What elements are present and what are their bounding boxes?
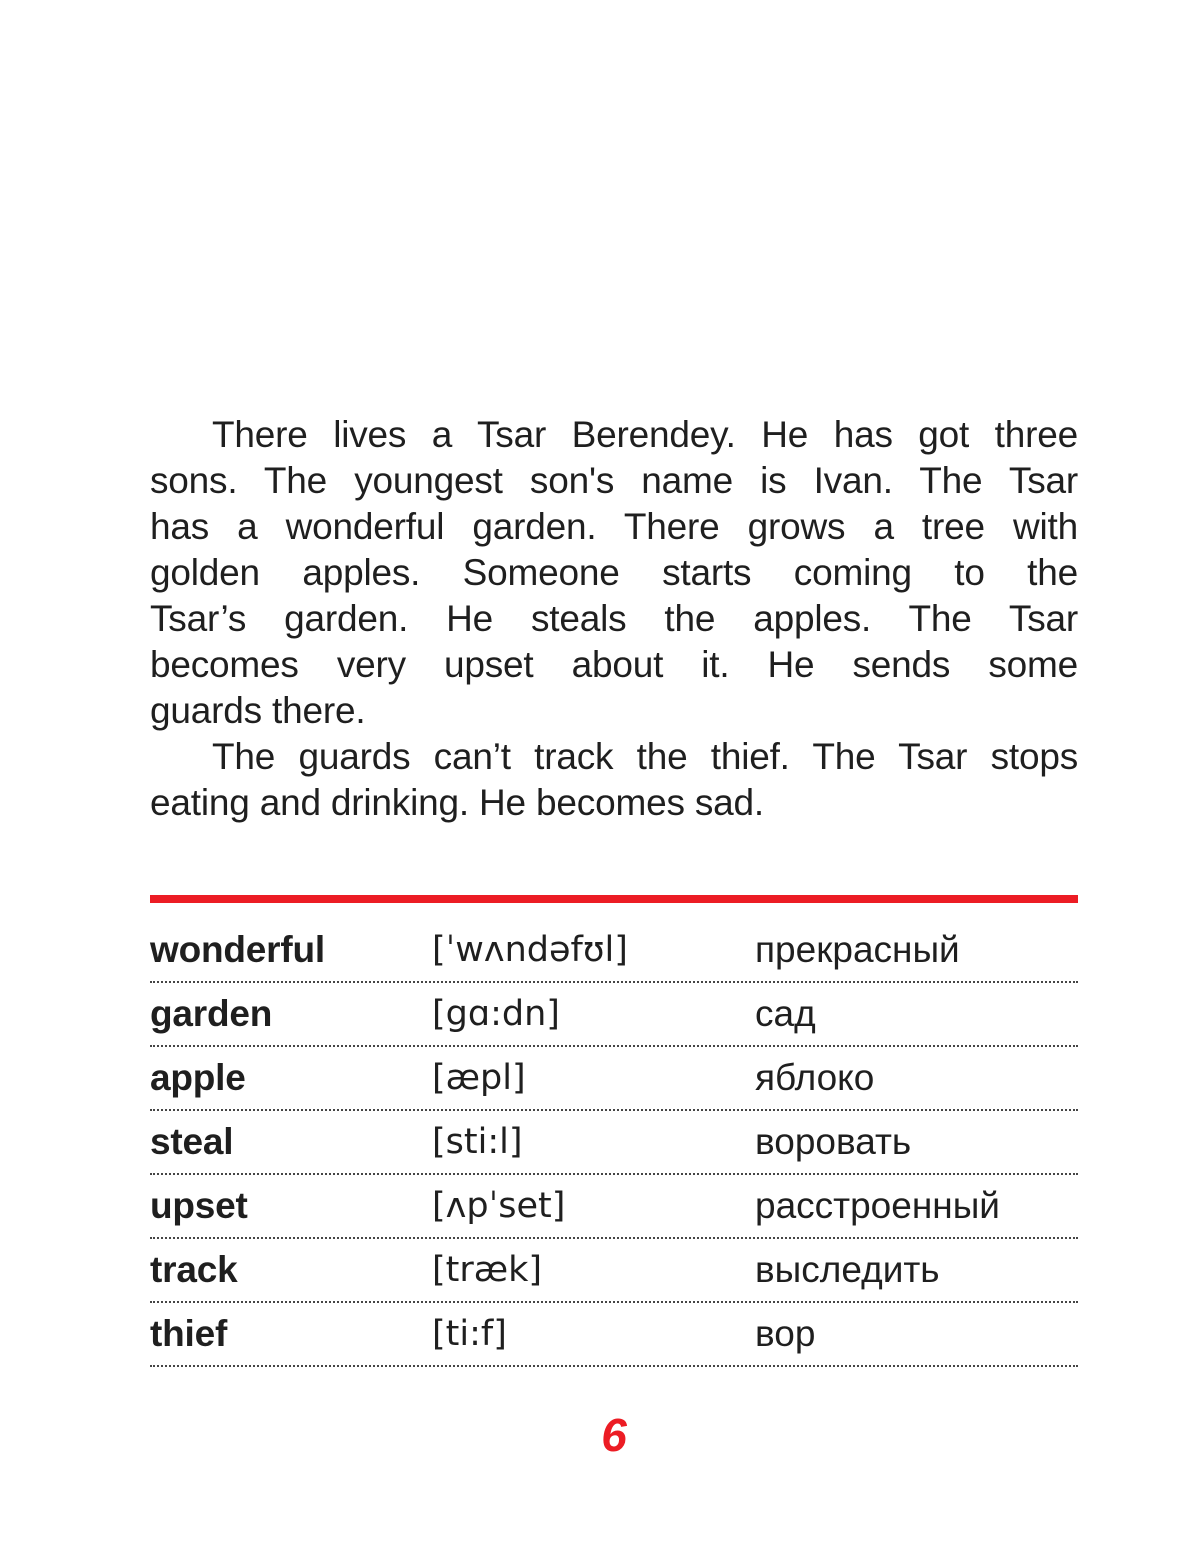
vocab-transcription: [ˈwʌndəfʊl] <box>432 930 628 970</box>
vocab-word: wonderful <box>150 929 325 970</box>
vocab-word: track <box>150 1249 238 1290</box>
story-line: sons. The youngest son's name is Ivan. The Tsar <box>150 460 1078 501</box>
vocab-row <box>150 1239 1078 1303</box>
vocab-row <box>150 1175 1078 1239</box>
vocab-translation: расстроенный <box>755 1185 1000 1226</box>
story-line: There lives a Tsar Berendey. He has got three <box>212 414 1078 455</box>
vocab-word: garden <box>150 993 273 1034</box>
story-line: becomes very upset about it. He sends some <box>150 644 1078 685</box>
vocab-word: steal <box>150 1121 234 1162</box>
vocab-row <box>150 983 1078 1047</box>
vocab-translation: вор <box>755 1313 816 1354</box>
vocab-translation: яблоко <box>755 1057 875 1098</box>
vocab-translation: сад <box>755 993 816 1034</box>
vocab-word: thief <box>150 1313 228 1354</box>
story-line: golden apples. Someone starts coming to the <box>150 552 1078 593</box>
story-paragraph <box>150 412 1078 734</box>
vocab-row <box>150 919 1078 983</box>
vocab-transcription: [æpl] <box>432 1058 526 1098</box>
story-line: has a wonderful garden. There grows a tree with <box>150 506 1078 547</box>
vocab-row <box>150 1303 1078 1367</box>
vocab-translation: прекрасный <box>755 929 960 970</box>
page-number: 6 <box>601 1409 627 1461</box>
vocab-transcription: [ʌpˈset] <box>432 1186 566 1226</box>
story-line: guards there. <box>150 690 366 731</box>
story-text <box>150 412 1078 826</box>
story-line: eating and drinking. He becomes sad. <box>150 782 764 823</box>
vocab-translation: выследить <box>755 1249 940 1290</box>
section-divider-rule <box>150 895 1078 903</box>
vocab-translation: воровать <box>755 1121 912 1162</box>
story-line: Tsar’s garden. He steals the apples. The Tsar <box>150 598 1078 639</box>
vocab-row <box>150 1047 1078 1111</box>
vocab-word: apple <box>150 1057 246 1098</box>
vocab-transcription: [gɑ:dn] <box>432 994 560 1034</box>
story-paragraph <box>150 734 1078 826</box>
story-line: The guards can’t track the thief. The Tsar stops <box>212 736 1078 777</box>
vocab-transcription: [ti:f] <box>432 1314 507 1354</box>
vocabulary-table <box>150 903 1078 1367</box>
vocab-row <box>150 1111 1078 1175</box>
vocab-transcription: [træk] <box>432 1250 543 1290</box>
vocab-word: upset <box>150 1185 248 1226</box>
vocab-transcription: [sti:l] <box>432 1122 523 1162</box>
